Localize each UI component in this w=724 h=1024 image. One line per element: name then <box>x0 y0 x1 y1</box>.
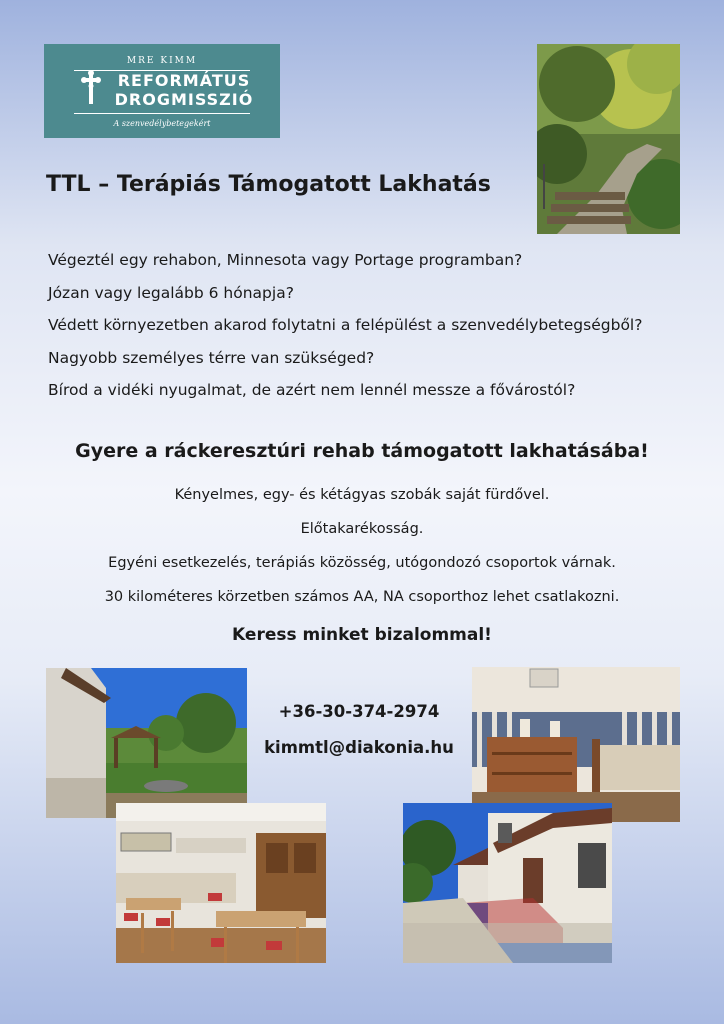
reformed-cross-icon <box>80 70 102 104</box>
feature-item: Egyéni esetkezelés, terápiás közösség, utógondozó csoportok várnak. <box>108 555 616 571</box>
logo-top-text: MRE KIMM <box>126 56 198 66</box>
feature-list <box>0 485 724 621</box>
question-list <box>48 250 642 413</box>
garden-path-photo <box>537 44 680 234</box>
feature-item: Kényelmes, egy- és kétágyas szobák saját fürdővel. <box>174 487 550 503</box>
house-exterior-photo <box>403 803 612 963</box>
logo-tagline: A szenvedélybetegekért <box>113 119 211 128</box>
feature-item: 30 kilométeres körzetben számos AA, NA csoporthoz lehet csatlakozni. <box>104 589 620 605</box>
question-item: Bírod a vidéki nyugalmat, de azért nem lennél messze a fővárostól? <box>48 381 576 399</box>
question-item: Végeztél egy rehabon, Minnesota vagy Portage programban? <box>48 251 523 269</box>
dining-room-photo <box>116 803 326 963</box>
email-address[interactable]: kimmtl@diakonia.hu <box>264 738 454 757</box>
phone-number[interactable]: +36-30-374-2974 <box>278 702 440 721</box>
headline: Gyere a ráckeresztúri rehab támogatott lakhatásába! <box>75 440 649 462</box>
page-title: TTL – Terápiás Támogatott Lakhatás <box>46 172 491 197</box>
logo-name-line2: DROGMISSZIÓ <box>114 90 254 109</box>
organization-logo <box>44 44 280 138</box>
question-item: Józan vagy legalább 6 hónapja? <box>48 283 294 302</box>
feature-item: Előtakarékosság. <box>300 521 424 537</box>
call-to-action: Keress minket bizalommal! <box>232 625 492 645</box>
logo-bottom-rule <box>74 113 250 114</box>
contact-block <box>248 700 470 772</box>
question-item: Nagyobb személyes térre van szükséged? <box>48 348 375 367</box>
logo-name-line1: REFORMÁTUS <box>117 71 251 90</box>
yard-pavilion-photo <box>46 668 247 818</box>
question-item: Védett környezetben akarod folytatni a felépülést a szenvedélybetegségből? <box>48 316 643 334</box>
bedroom-photo <box>472 667 680 822</box>
